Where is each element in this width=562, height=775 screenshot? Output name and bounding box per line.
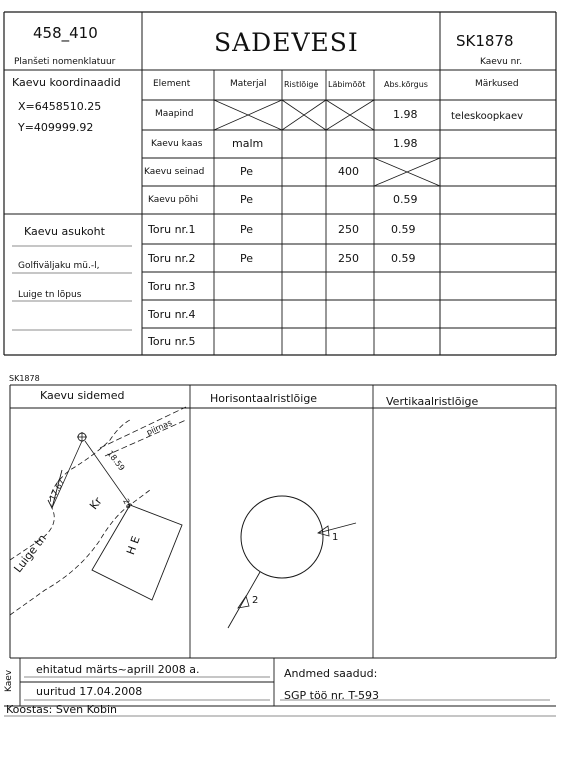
col-header-diameter: Läbimõõt [328,80,366,89]
sheet-label: Planšeti nomenklatuur [14,57,116,67]
row-diameter: 250 [338,252,359,265]
dimension-label: 18.59 [105,448,127,473]
street-label: Luige tn [11,531,50,576]
col-header-notes: Märkused [475,79,519,89]
data-source-value: SGP töö nr. T-593 [284,689,380,702]
row-height: 1.98 [393,108,418,121]
data-source-label: Andmed saadud: [284,667,378,680]
row-material: Pe [240,193,254,206]
row-material: Pe [240,165,254,178]
location-line2: Luige tn lõpus [18,290,82,300]
edge-label: piirnas [145,417,174,438]
col-header-cross: Ristlõige [284,80,319,89]
dimension-label: 17.67 [47,477,67,502]
pipe-1-label: 1 [332,532,339,543]
row-material: malm [232,137,264,150]
page-title: SADEVESI [214,28,359,57]
row-height: 0.59 [391,223,416,236]
panel-vertical-title: Vertikaalristlõige [386,395,479,408]
location-line1: Golfiväljaku mü.-l, [18,261,100,271]
built-date: ehitatud märts~aprill 2008 a. [36,663,200,676]
survey-date: uuritud 17.04.2008 [36,685,143,698]
row-element: Kaevu põhi [148,195,199,205]
row-element: Kaevu kaas [151,139,203,149]
row-element: Toru nr.4 [148,308,196,321]
panel-horizontal-title: Horisontaalristlõige [210,392,318,405]
col-header-height: Abs.kõrgus [384,80,428,89]
row-diameter: 250 [338,223,359,236]
panel-connections-title: Kaevu sidemed [40,389,125,402]
coord-x: X=6458510.25 [18,100,102,113]
row-material: Pe [240,252,254,265]
street-abbr-label: Kr [87,494,105,513]
sheet-number: 458_410 [33,24,98,42]
col-header-element: Element [153,79,191,89]
well-label: Kaevu nr. [480,57,523,67]
building-label: H E [124,534,143,557]
row-element: Toru nr.1 [148,223,196,236]
drawing-well-id: SK1878 [9,374,40,383]
row-element: Kaevu seinad [144,167,205,177]
pipe-2-label: 2 [252,595,259,606]
row-diameter: 400 [338,165,359,178]
row-material: Pe [240,223,254,236]
row-element: Toru nr.3 [148,280,196,293]
author: Koostas: Sven Kobin [6,703,117,716]
row-height: 0.59 [391,252,416,265]
row-height: 1.98 [393,137,418,150]
row-element: Maapind [155,109,194,119]
footer-vertical-label: Kaev [4,669,14,692]
row-height: 0.59 [393,193,418,206]
row-notes: teleskoopkaev [451,111,524,122]
coord-y: Y=409999.92 [18,121,94,134]
location-label: Kaevu asukoht [24,225,105,238]
col-header-material: Materjal [230,79,267,89]
row-element: Toru nr.2 [148,252,196,265]
coords-label: Kaevu koordinaadid [12,76,121,89]
well-id: SK1878 [456,32,514,50]
dimension-label: 26 [121,497,134,511]
row-element: Toru nr.5 [148,335,196,348]
horizontal-section-sketch [228,496,356,628]
